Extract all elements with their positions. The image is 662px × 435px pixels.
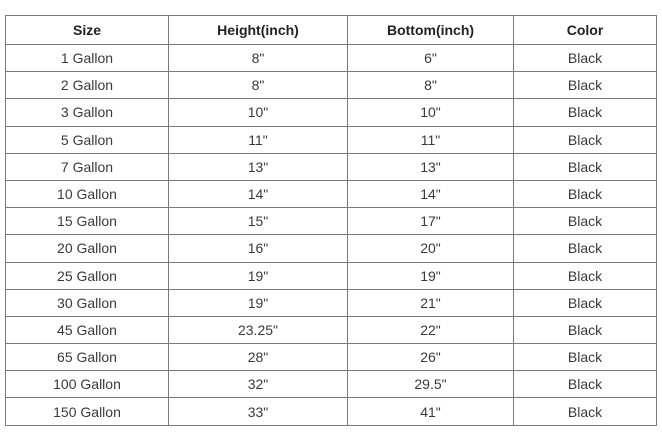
- size-table: [5, 15, 657, 426]
- bottom-cell: 26": [348, 344, 514, 371]
- size-cell: 25 Gallon: [6, 262, 169, 289]
- height-cell: 28": [169, 344, 348, 371]
- size-cell: 3 Gallon: [6, 99, 169, 126]
- size-cell: 1 Gallon: [6, 45, 169, 72]
- size-cell: 30 Gallon: [6, 289, 169, 316]
- table-row: [6, 208, 657, 235]
- height-cell: 19": [169, 289, 348, 316]
- bottom-cell: 6": [348, 45, 514, 72]
- color-cell: Black: [514, 72, 657, 99]
- table-row: [6, 72, 657, 99]
- table-row: [6, 99, 657, 126]
- table-row: [6, 235, 657, 262]
- height-cell: 32": [169, 371, 348, 398]
- table-row: [6, 316, 657, 343]
- size-cell: 20 Gallon: [6, 235, 169, 262]
- height-cell: 8": [169, 45, 348, 72]
- color-cell: Black: [514, 316, 657, 343]
- size-cell: 45 Gallon: [6, 316, 169, 343]
- bottom-cell: 22": [348, 316, 514, 343]
- size-cell: 65 Gallon: [6, 344, 169, 371]
- table-row: [6, 344, 657, 371]
- height-cell: 15": [169, 208, 348, 235]
- size-cell: 5 Gallon: [6, 126, 169, 153]
- header-size: Size: [6, 16, 169, 45]
- table-row: [6, 126, 657, 153]
- size-table-container: [5, 15, 657, 426]
- height-cell: 13": [169, 153, 348, 180]
- bottom-cell: 41": [348, 398, 514, 425]
- table-row: [6, 289, 657, 316]
- header-bottom: Bottom(inch): [348, 16, 514, 45]
- color-cell: Black: [514, 208, 657, 235]
- color-cell: Black: [514, 153, 657, 180]
- table-row: [6, 262, 657, 289]
- color-cell: Black: [514, 126, 657, 153]
- height-cell: 23.25": [169, 316, 348, 343]
- color-cell: Black: [514, 398, 657, 425]
- height-cell: 10": [169, 99, 348, 126]
- bottom-cell: 17": [348, 208, 514, 235]
- bottom-cell: 8": [348, 72, 514, 99]
- color-cell: Black: [514, 235, 657, 262]
- size-cell: 15 Gallon: [6, 208, 169, 235]
- height-cell: 33": [169, 398, 348, 425]
- color-cell: Black: [514, 289, 657, 316]
- height-cell: 8": [169, 72, 348, 99]
- color-cell: Black: [514, 262, 657, 289]
- size-cell: 2 Gallon: [6, 72, 169, 99]
- bottom-cell: 29.5": [348, 371, 514, 398]
- color-cell: Black: [514, 180, 657, 207]
- table-body: [6, 45, 657, 426]
- table-row: [6, 371, 657, 398]
- header-color: Color: [514, 16, 657, 45]
- height-cell: 19": [169, 262, 348, 289]
- size-cell: 10 Gallon: [6, 180, 169, 207]
- table-row: [6, 45, 657, 72]
- size-cell: 7 Gallon: [6, 153, 169, 180]
- table-row: [6, 153, 657, 180]
- bottom-cell: 21": [348, 289, 514, 316]
- table-header-row: [6, 16, 657, 45]
- bottom-cell: 11": [348, 126, 514, 153]
- bottom-cell: 14": [348, 180, 514, 207]
- bottom-cell: 10": [348, 99, 514, 126]
- bottom-cell: 19": [348, 262, 514, 289]
- height-cell: 14": [169, 180, 348, 207]
- bottom-cell: 13": [348, 153, 514, 180]
- color-cell: Black: [514, 371, 657, 398]
- height-cell: 16": [169, 235, 348, 262]
- header-height: Height(inch): [169, 16, 348, 45]
- color-cell: Black: [514, 344, 657, 371]
- table-row: [6, 180, 657, 207]
- size-cell: 150 Gallon: [6, 398, 169, 425]
- bottom-cell: 20": [348, 235, 514, 262]
- table-row: [6, 398, 657, 425]
- color-cell: Black: [514, 99, 657, 126]
- height-cell: 11": [169, 126, 348, 153]
- size-cell: 100 Gallon: [6, 371, 169, 398]
- color-cell: Black: [514, 45, 657, 72]
